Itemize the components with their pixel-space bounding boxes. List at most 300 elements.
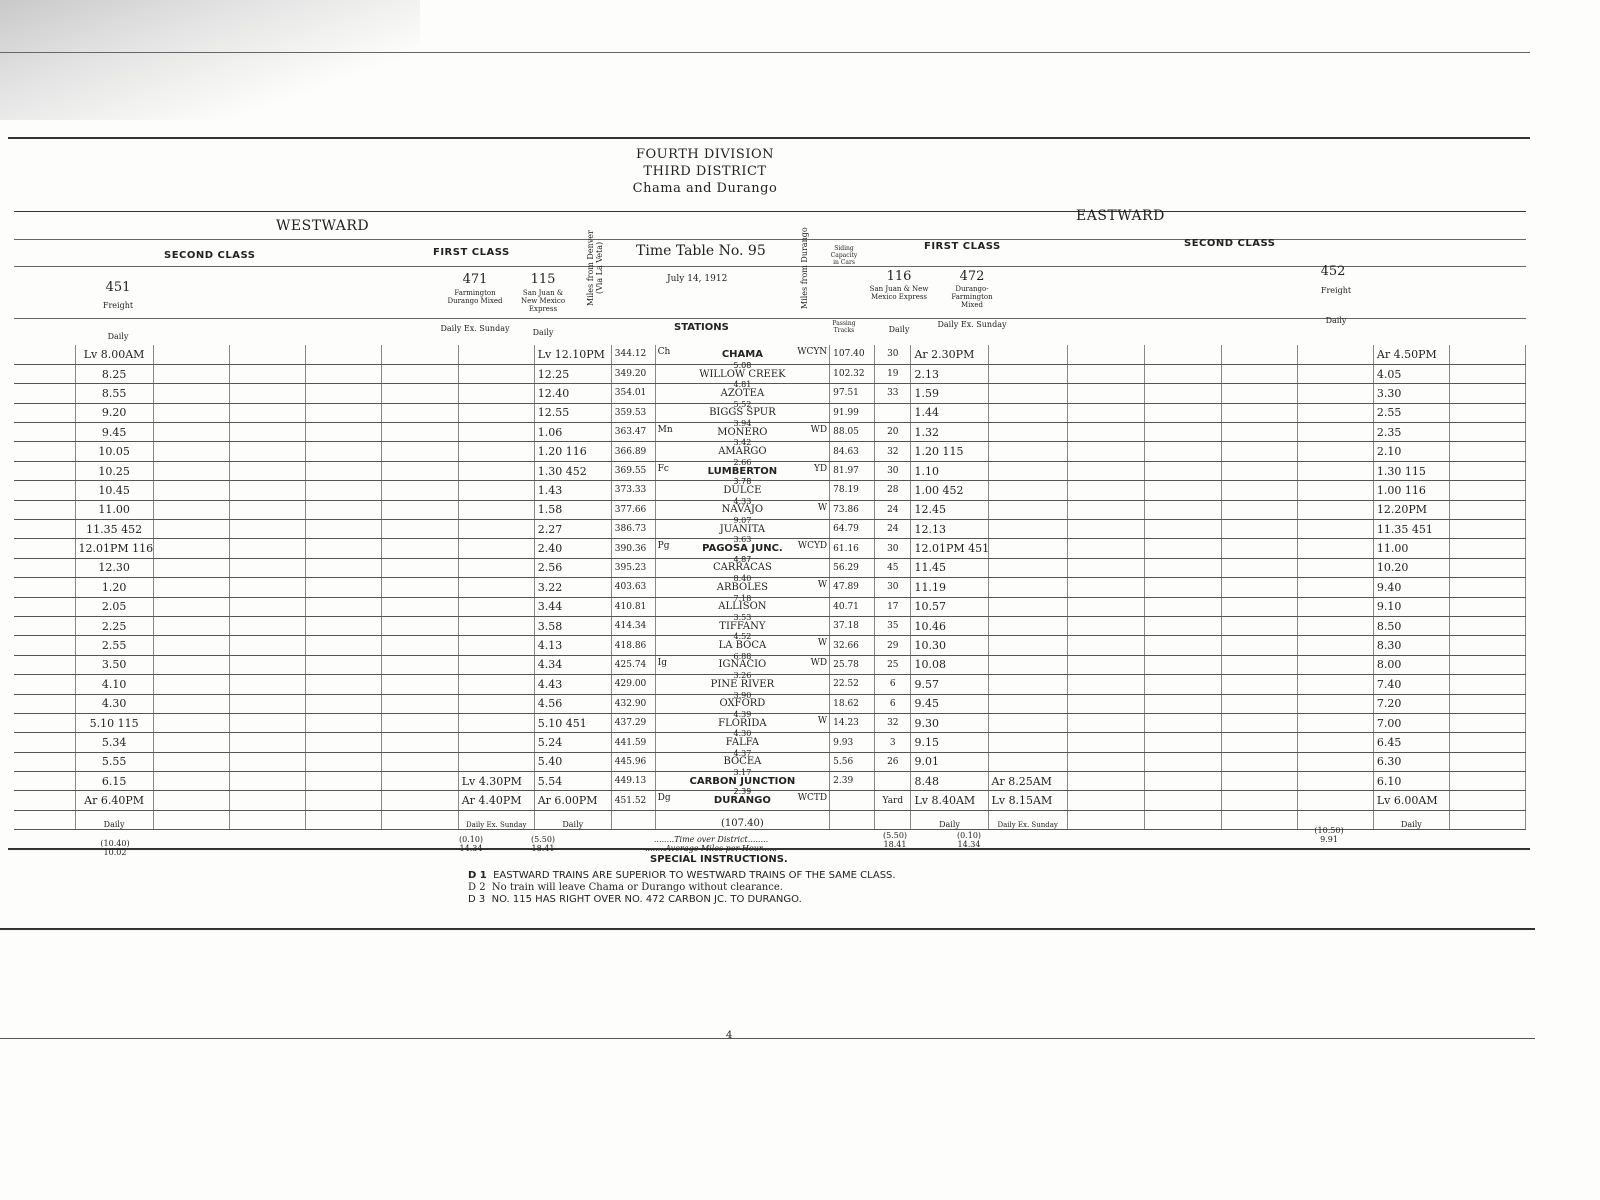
station-signals: WCTD (797, 793, 828, 804)
train-471-time (458, 403, 534, 422)
empty-cell (305, 713, 381, 732)
miles-from-denver: 403.63 (611, 578, 655, 597)
district-title: THIRD DISTRICT (643, 164, 767, 179)
table-row (14, 752, 1526, 771)
empty-cell (229, 403, 305, 422)
margin-cell (14, 520, 75, 539)
train-115-time: 2.40 (534, 539, 611, 558)
empty-cell (1297, 364, 1373, 383)
empty-cell (381, 636, 458, 655)
instruction-item: D 3 NO. 115 HAS RIGHT OVER NO. 472 CARBON JC. TO DURANGO. (468, 894, 802, 905)
empty-cell (1297, 578, 1373, 597)
table-row (14, 636, 1526, 655)
station-cell (655, 345, 829, 370)
train-472-time (988, 461, 1067, 480)
miles-from-durango: 47.89 (830, 578, 875, 597)
train-115-time: 12.55 (534, 403, 611, 422)
empty-cell (229, 345, 305, 364)
station-name: ARBOLES (716, 581, 769, 593)
train-452-time: 6.30 (1373, 752, 1449, 771)
empty-cell (1449, 520, 1525, 539)
empty-cell (153, 694, 229, 713)
train-115-footer-time: (5.50) (530, 835, 556, 844)
empty-cell (381, 694, 458, 713)
station-cell (655, 539, 829, 564)
train-472-time (988, 616, 1067, 635)
train-452-time: 9.10 (1373, 597, 1449, 616)
table-row (14, 520, 1526, 539)
empty-cell (1144, 733, 1221, 752)
empty-cell (305, 791, 381, 810)
miles-from-denver: 386.73 (611, 520, 655, 539)
miles-from-denver: 414.34 (611, 616, 655, 635)
train-116-time: 9.01 (911, 752, 988, 771)
station-distance: 3.26 (733, 671, 752, 681)
train-452-footer-time: (10.50) (1314, 826, 1344, 835)
empty-cell (381, 442, 458, 461)
table-row (14, 616, 1526, 635)
miles-from-durango: 37.18 (830, 616, 875, 635)
empty-cell (229, 810, 305, 829)
siding-capacity: 3 (875, 733, 911, 752)
empty-cell (1449, 461, 1525, 480)
empty-cell (1449, 597, 1525, 616)
siding-capacity: 33 (875, 384, 911, 403)
train-115-time: Ar 6.00PM (534, 791, 611, 810)
siding-capacity: 32 (875, 713, 911, 732)
empty-cell (1144, 520, 1221, 539)
station-distance: 2.39 (733, 787, 752, 797)
margin-cell (14, 772, 75, 791)
train-116-time: 1.20 115 (911, 442, 988, 461)
empty-cell (1144, 616, 1221, 635)
station-cell (655, 520, 829, 545)
train-116-time: 12.13 (911, 520, 988, 539)
station-name: OXFORD (719, 698, 766, 710)
empty-cell (1449, 713, 1525, 732)
empty-cell (1449, 616, 1525, 635)
empty-cell (305, 636, 381, 655)
train-116-time: 9.30 (911, 713, 988, 732)
station-cell (655, 675, 829, 700)
empty-cell (381, 345, 458, 364)
empty-cell (153, 713, 229, 732)
train-472-time (988, 558, 1067, 577)
train-451-time: 5.10 115 (75, 713, 153, 732)
empty-cell (305, 558, 381, 577)
station-cell (655, 694, 829, 719)
train-rule (14, 266, 1526, 267)
train-116-time: 10.57 (911, 597, 988, 616)
train-451-time: 8.55 (75, 384, 153, 403)
empty-cell (1067, 791, 1144, 810)
train-451-time: 6.15 (75, 772, 153, 791)
train-472-time (988, 694, 1067, 713)
train-452-days-bottom: Daily (1373, 810, 1449, 829)
empty-cell (1297, 752, 1373, 771)
table-row (14, 733, 1526, 752)
train-452-time: 11.00 (1373, 539, 1449, 558)
miles-from-denver: 363.47 (611, 423, 655, 442)
siding-capacity: 30 (875, 578, 911, 597)
train-471-number: 471 (462, 272, 488, 287)
empty-cell (1449, 364, 1525, 383)
miles-from-denver: 445.96 (611, 752, 655, 771)
train-115-time: 5.10 451 (534, 713, 611, 732)
empty-cell (1144, 539, 1221, 558)
train-451-time: 4.30 (75, 694, 153, 713)
train-116-time: 12.01PM 451 (911, 539, 988, 558)
empty-cell (1221, 481, 1297, 500)
train-472-time (988, 597, 1067, 616)
empty-cell (1221, 694, 1297, 713)
siding-capacity: 6 (875, 694, 911, 713)
margin-cell (14, 423, 75, 442)
days-rule (14, 318, 1526, 319)
average-speed-label: ........Average Miles per Hour...... (644, 844, 778, 853)
station-distance: 2.66 (733, 457, 752, 467)
station-distance: 4.52 (733, 632, 752, 642)
empty-cell (229, 616, 305, 635)
empty-cell (1449, 636, 1525, 655)
station-cell (655, 578, 829, 603)
miles-from-durango: 32.66 (830, 636, 875, 655)
empty-cell (229, 520, 305, 539)
empty-cell (153, 597, 229, 616)
stations-label: STATIONS (674, 322, 729, 333)
miles-from-denver: 432.90 (611, 694, 655, 713)
station-cell (655, 423, 829, 448)
train-451-time: 10.25 (75, 461, 153, 480)
empty-cell (1221, 539, 1297, 558)
train-452-name: Freight (1320, 286, 1352, 295)
train-451-time: Ar 6.40PM (75, 791, 153, 810)
train-471-footer-time: (0.10) (458, 835, 484, 844)
margin-cell (14, 461, 75, 480)
empty-cell (229, 752, 305, 771)
train-471-time (458, 675, 534, 694)
empty-cell (1144, 500, 1221, 519)
train-472-time (988, 655, 1067, 674)
train-471-days: Daily Ex. Sunday (440, 324, 510, 333)
miles-from-durango: 22.52 (830, 675, 875, 694)
empty-cell (1067, 578, 1144, 597)
train-115-time: 1.06 (534, 423, 611, 442)
train-116-time: 12.45 (911, 500, 988, 519)
train-451-time: 2.55 (75, 636, 153, 655)
empty-cell (1067, 558, 1144, 577)
table-row (14, 345, 1526, 364)
station-cell (655, 713, 829, 739)
train-115-time: 3.22 (534, 578, 611, 597)
empty-cell (1144, 481, 1221, 500)
siding-capacity: 17 (875, 597, 911, 616)
empty-cell (1449, 423, 1525, 442)
empty-cell (381, 403, 458, 422)
siding-capacity: 25 (875, 655, 911, 674)
station-cell (655, 733, 829, 758)
empty-cell (1067, 384, 1144, 403)
train-116-footer-speed: 18.41 (883, 840, 907, 849)
miles-from-denver: 373.33 (611, 481, 655, 500)
train-451-number: 451 (105, 280, 131, 295)
train-451-time: 12.01PM 116 (75, 539, 153, 558)
siding-capacity: 28 (875, 481, 911, 500)
train-451-time: 11.35 452 (75, 520, 153, 539)
siding-capacity: 30 (875, 461, 911, 480)
miles-from-durango: 91.99 (830, 403, 875, 422)
margin-cell (14, 481, 75, 500)
train-452-time: 1.30 115 (1373, 461, 1449, 480)
station-name: AMARGO (718, 446, 767, 458)
miles-from-durango: 107.40 (830, 345, 875, 364)
station-code: Ch (657, 347, 671, 357)
empty-cell (1221, 423, 1297, 442)
empty-cell (1067, 345, 1144, 364)
train-452-time: 4.05 (1373, 364, 1449, 383)
station-name: JUANITA (719, 523, 766, 535)
train-471-name: Farmington Durango Mixed (447, 289, 503, 305)
empty-cell (229, 597, 305, 616)
train-472-time (988, 423, 1067, 442)
east-second-class-label: SECOND CLASS (1184, 238, 1276, 249)
train-116-time: 10.46 (911, 616, 988, 635)
station-name: FALFA (725, 737, 760, 748)
empty-cell (381, 520, 458, 539)
train-472-time (988, 636, 1067, 655)
empty-cell (1297, 772, 1373, 791)
empty-cell (1297, 403, 1373, 422)
empty-cell (1144, 713, 1221, 732)
train-471-time (458, 384, 534, 403)
empty-cell (875, 810, 911, 829)
empty-cell (1221, 403, 1297, 422)
train-471-time (458, 655, 534, 674)
train-472-number: 472 (959, 269, 985, 284)
table-row (14, 384, 1526, 403)
empty-cell (1449, 772, 1525, 791)
station-distance: 4.37 (733, 748, 752, 758)
train-472-time: Ar 8.25AM (988, 772, 1067, 791)
empty-cell (305, 500, 381, 519)
train-452-number: 452 (1320, 264, 1346, 279)
empty-cell (1449, 481, 1525, 500)
station-code: Dg (657, 793, 671, 804)
empty-cell (153, 752, 229, 771)
train-116-time: 1.00 452 (911, 481, 988, 500)
miles-from-denver: 451.52 (611, 791, 655, 810)
train-451-days: Daily (107, 332, 129, 341)
station-distance: 3.17 (733, 768, 752, 778)
margin-cell (14, 733, 75, 752)
empty-cell (305, 694, 381, 713)
empty-cell (153, 616, 229, 635)
station-distance: 4.81 (733, 380, 752, 390)
station-cell (655, 558, 829, 584)
empty-cell (381, 481, 458, 500)
empty-cell (1067, 500, 1144, 519)
miles-from-durango: 88.05 (830, 423, 875, 442)
train-116-name: San Juan & New Mexico Express (869, 285, 929, 301)
train-452-time: 2.10 (1373, 442, 1449, 461)
miles-from-denver: 418.86 (611, 636, 655, 655)
train-472-days: Daily Ex. Sunday (937, 320, 1007, 329)
empty-cell (1221, 655, 1297, 674)
station-name: IGNACIO (718, 659, 767, 671)
train-115-time: 1.30 452 (534, 461, 611, 480)
train-452-time: 2.55 (1373, 403, 1449, 422)
table-row (14, 675, 1526, 694)
empty-cell (153, 772, 229, 791)
train-116-time: 1.32 (911, 423, 988, 442)
miles-from-durango: 81.97 (830, 461, 875, 480)
table-row (14, 423, 1526, 442)
siding-capacity: 24 (875, 500, 911, 519)
train-472-time (988, 578, 1067, 597)
empty-cell (305, 423, 381, 442)
empty-cell (305, 655, 381, 674)
train-115-time: 1.58 (534, 500, 611, 519)
station-name: BOCEA (723, 756, 762, 768)
miles-from-durango: 84.63 (830, 442, 875, 461)
station-signals: W (817, 638, 828, 649)
empty-cell (229, 713, 305, 732)
miles-from-durango-label: Miles from Durango (800, 227, 809, 309)
empty-cell (1221, 810, 1297, 829)
train-471-time (458, 733, 534, 752)
station-distance: 3.63 (733, 535, 752, 545)
station-distance: 5.52 (733, 399, 752, 409)
station-signals: WCYD (797, 541, 828, 552)
train-471-time (458, 694, 534, 713)
empty-cell (1067, 461, 1144, 480)
train-115-time: 5.24 (534, 733, 611, 752)
empty-cell (1297, 675, 1373, 694)
miles-from-denver: 344.12 (611, 345, 655, 364)
instructions-title: SPECIAL INSTRUCTIONS. (650, 854, 788, 865)
train-472-time (988, 345, 1067, 364)
margin-cell (14, 345, 75, 364)
miles-from-durango (830, 791, 875, 810)
empty-cell (153, 810, 229, 829)
empty-cell (1144, 384, 1221, 403)
empty-cell (1221, 733, 1297, 752)
train-451-time: 4.10 (75, 675, 153, 694)
train-115-time: 1.20 116 (534, 442, 611, 461)
empty-cell (1221, 461, 1297, 480)
train-452-time: Lv 6.00AM (1373, 791, 1449, 810)
station-cell (655, 791, 829, 810)
empty-cell (1221, 616, 1297, 635)
margin-cell (14, 675, 75, 694)
empty-cell (1144, 791, 1221, 810)
empty-cell (305, 364, 381, 383)
empty-cell (381, 500, 458, 519)
empty-cell (381, 733, 458, 752)
miles-from-durango: 73.86 (830, 500, 875, 519)
train-452-time: 3.30 (1373, 384, 1449, 403)
empty-cell (1144, 558, 1221, 577)
siding-capacity: 20 (875, 423, 911, 442)
miles-from-durango: 5.56 (830, 752, 875, 771)
table-row (14, 655, 1526, 674)
station-cell (655, 616, 829, 642)
empty-cell (153, 578, 229, 597)
train-471-time (458, 481, 534, 500)
empty-cell (1067, 520, 1144, 539)
station-cell (655, 597, 829, 622)
table-row (14, 403, 1526, 422)
margin-cell (14, 364, 75, 383)
timetable-title: Time Table No. 95 (636, 243, 766, 259)
empty-cell (1067, 655, 1144, 674)
margin-cell (14, 655, 75, 674)
train-472-time (988, 403, 1067, 422)
train-451-time: 3.50 (75, 655, 153, 674)
header-rule (8, 137, 1530, 139)
station-distance: 7.18 (733, 593, 752, 603)
train-452-time: 1.00 116 (1373, 481, 1449, 500)
empty-cell (1221, 578, 1297, 597)
margin-cell (14, 442, 75, 461)
station-distance: 3.90 (733, 690, 752, 700)
miles-from-denver: 441.59 (611, 733, 655, 752)
train-116-time: 9.57 (911, 675, 988, 694)
empty-cell (1449, 752, 1525, 771)
table-row (14, 694, 1526, 713)
empty-cell (1297, 694, 1373, 713)
train-472-time (988, 713, 1067, 732)
train-115-name: San Juan & New Mexico Express (520, 289, 566, 313)
train-115-time: 2.27 (534, 520, 611, 539)
table-row (14, 364, 1526, 383)
train-116-time: 10.08 (911, 655, 988, 674)
empty-cell (1449, 442, 1525, 461)
empty-cell (1297, 539, 1373, 558)
miles-from-durango: 97.51 (830, 384, 875, 403)
empty-cell (1297, 713, 1373, 732)
train-472-time (988, 520, 1067, 539)
empty-cell (1297, 423, 1373, 442)
miles-from-denver: 366.89 (611, 442, 655, 461)
empty-cell (381, 713, 458, 732)
empty-cell (381, 539, 458, 558)
empty-cell (153, 791, 229, 810)
train-472-time (988, 500, 1067, 519)
siding-capacity (875, 772, 911, 791)
station-name: AZOTEA (720, 387, 765, 399)
empty-cell (1144, 423, 1221, 442)
empty-cell (1144, 636, 1221, 655)
miles-from-denver: 349.20 (611, 364, 655, 383)
station-distance: 3.94 (733, 419, 752, 429)
empty-cell (229, 772, 305, 791)
empty-cell (305, 578, 381, 597)
empty-cell (1449, 558, 1525, 577)
siding-capacity: 45 (875, 558, 911, 577)
empty-cell (305, 461, 381, 480)
empty-cell (1297, 655, 1373, 674)
empty-cell (381, 384, 458, 403)
empty-cell (153, 442, 229, 461)
train-452-time: 7.20 (1373, 694, 1449, 713)
margin-cell (14, 597, 75, 616)
empty-cell (1297, 791, 1373, 810)
train-451-days-bottom: Daily (75, 810, 153, 829)
table-row (14, 772, 1526, 791)
empty-cell (305, 384, 381, 403)
scan-shadow (0, 0, 420, 120)
